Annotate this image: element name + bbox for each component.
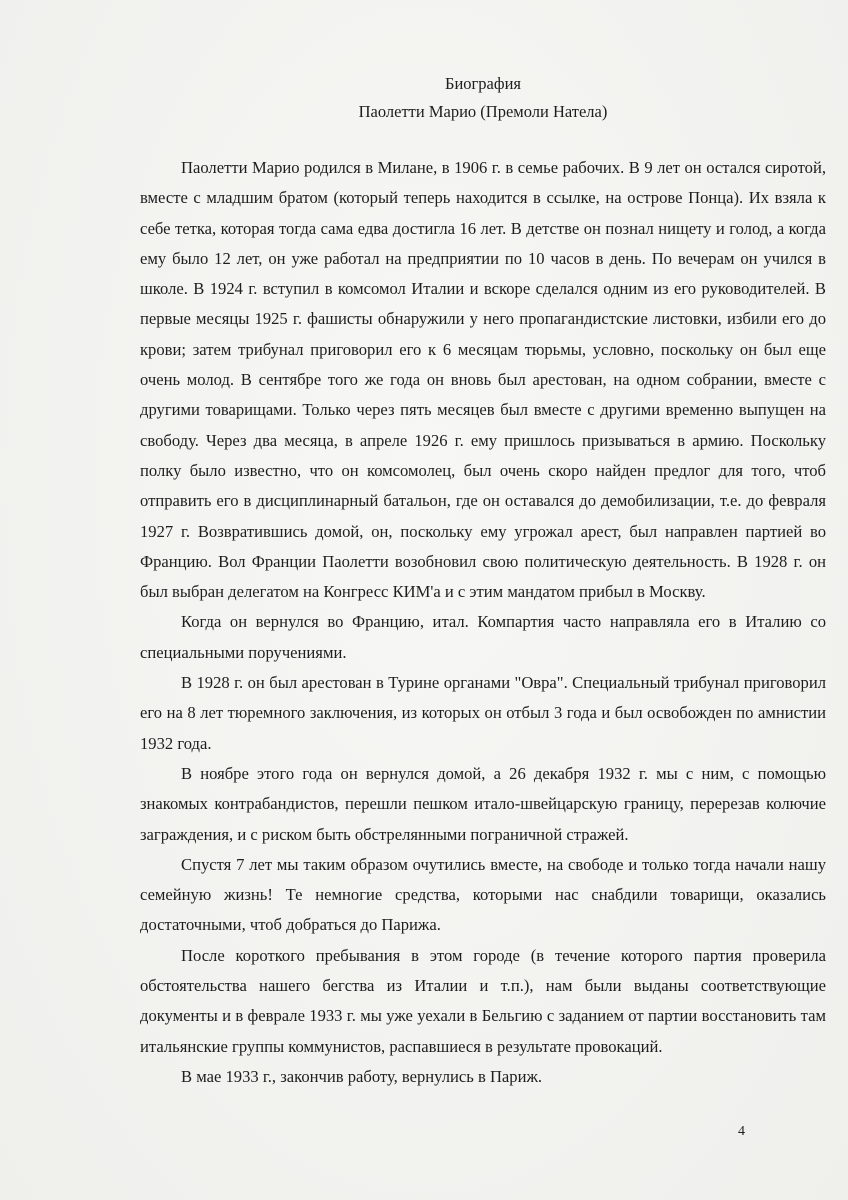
paragraph: В 1928 г. он был арестован в Турине органами "Овра". Специальный трибунал приговорил его на 8 лет тюремного заключения, из которых он отбыл 3 года и был освобожден по амнистии 1932 года.: [140, 673, 826, 753]
paragraph: Когда он вернулся во Францию, итал. Компартия часто направляла его в Италию со специальными поручениями.: [140, 612, 826, 662]
paragraph: Паолетти Марио родился в Милане, в 1906 г. в семье рабочих. В 9 лет он остался сиротой, вместе с младшим братом (который теперь находится в ссылке, на острове Понца). Их взяла к себе тетка, которая тогда сама едва достигла 16 лет. В детстве он познал нищету и голод, а когда ему было 12 лет, он уже работал на предприятии по 10 часов в день. По вечерам он учился в школе. В 1924 г. вступил в комсомол Италии и вскоре сделался одним из его руководителей. В первые месяцы 1925 г. фашисты обнаружили у него пропагандистские листовки, избили его до крови; затем трибунал приговорил его к 6 месяцам тюрьмы, условно, поскольку он был еще очень молод. В сентябре того же года он вновь был арестован, на одном собрании, вместе с другими товарищами. Только через пять месяцев был вместе с другими временно выпущен на свободу. Через два месяца, в апреле 1926 г. ему пришлось призываться в армию. Поскольку полку было известно, что он комсомолец, был очень скоро найден предлог для того, чтоб отправить его в дисциплинарный батальон, где он оставался до демобилизации, т.е. до февраля 1927 г. Возвратившись домой, он, поскольку ему угрожал арест, был направлен партией во Францию. Вол Франции Паолетти возобновил свою политическую деятельность. В 1928 г. он был выбран делегатом на Конгресс КИМ'а и с этим мандатом прибыл в Москву.: [140, 158, 826, 602]
paragraph: В мае 1933 г., закончив работу, вернулись в Париж.: [181, 1066, 543, 1086]
paragraph: Спустя 7 лет мы таким образом очутились вместе, на свободе и только тогда начали нашу семейную жизнь! Те немногие средства, которыми нас снабдили товарищи, оказались достаточными, чтоб добраться до Парижа.: [140, 854, 826, 935]
document-header: [140, 70, 826, 126]
document-subtitle: Паолетти Марио (Премоли Натела): [358, 102, 608, 121]
paragraph: После короткого пребывания в этом городе (в течение которого партия проверила обстоятельства нашего бегства из Италии и т.п.), нам были выданы соответствующие документы и в феврале 1933 г. мы уже уехали в Бельгию с заданием от партии восстановить там итальянские группы коммунистов, распавшиеся в результате провокаций.: [140, 945, 826, 1056]
document-body: [140, 153, 826, 1092]
document-title: Биография: [444, 74, 521, 93]
paragraph: В ноябре этого года он вернулся домой, а 26 декабря 1932 г. мы с ним, с помощью знакомых контрабандистов, перешли пешком итало-швейцарскую границу, перерезав колючие заграждения, и с риском быть обстрелянными пограничной стражей.: [140, 763, 826, 844]
page-number: 4: [738, 1124, 745, 1139]
